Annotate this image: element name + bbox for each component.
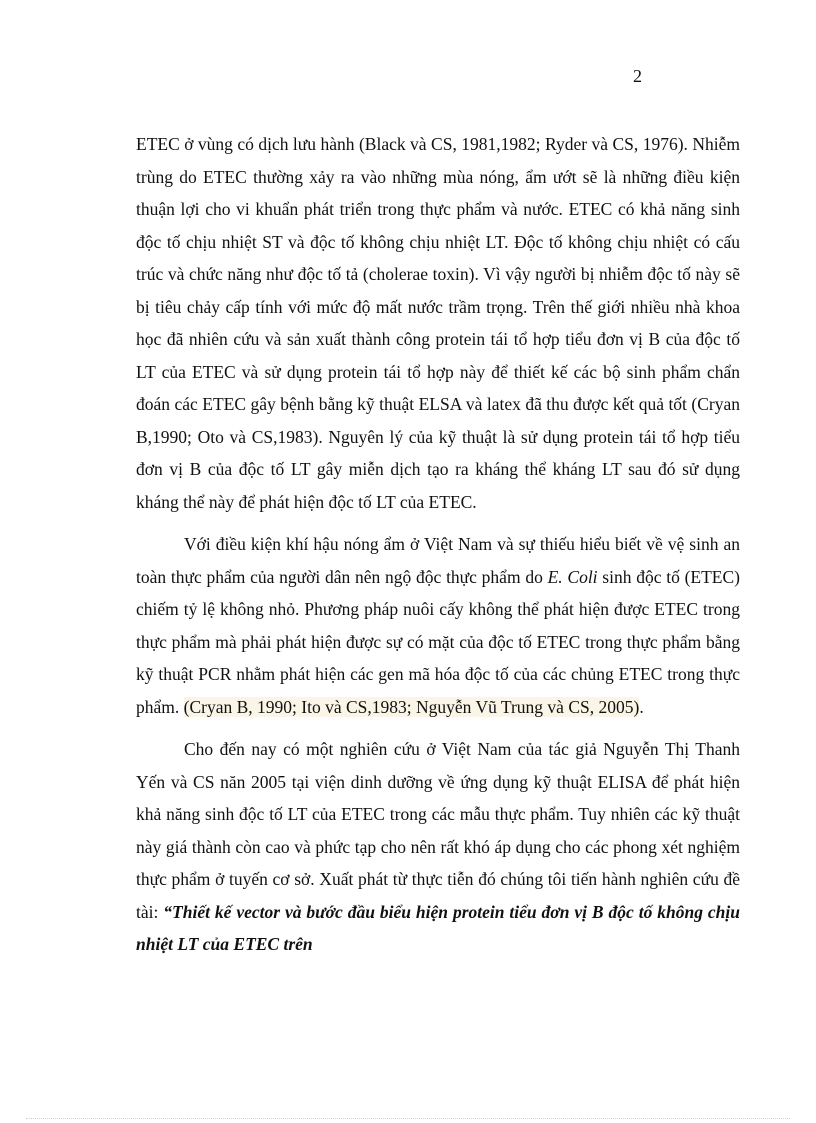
page-number: 2 — [633, 66, 642, 86]
paragraph-2-text-a: Với điều kiện khí hậu nóng ẩm ở Việt Nam và sự thiếu hiểu biết về vệ sinh an toàn thực phẩm của người dân nên ngộ độc thực phẩm do — [136, 534, 740, 587]
paragraph-2-end: . — [639, 696, 644, 717]
body-text — [136, 128, 740, 961]
species-name-italic: E. Coli — [547, 566, 598, 587]
paragraph-2 — [136, 528, 740, 723]
paragraph-3-text: Cho đến nay có một nghiên cứu ở Việt Nam của tác giả Nguyễn Thị Thanh Yến và CS năn 2005 tại viện dinh dưỡng về ứng dụng kỹ thuật ELISA để phát hiện khả năng sinh độc tố LT của ETEC trong các mẫu thực phẩm. Tuy nhiên các kỹ thuật này giá thành còn cao và phức tạp cho nên rất khó áp dụng cho các phong xét nghiệm thực phẩm ở tuyến cơ sở. Xuất phát từ thực tiễn đó chúng tôi tiến hành nghiên cứu đề tài: — [136, 739, 740, 922]
page-bottom-rule — [26, 1118, 790, 1119]
research-title: “Thiết kế vector và bước đầu biểu hiện protein tiểu đơn vị B độc tố không chịu nhiệt LT của ETEC trên — [136, 901, 740, 954]
paragraph-1: ETEC ở vùng có dịch lưu hành (Black và CS, 1981,1982; Ryder và CS, 1976). Nhiễm trùng do ETEC thường xảy ra vào những mùa nóng, ẩm ướt sẽ là những điều kiện thuận lợi cho vi khuẩn phát triển trong thực phẩm và nước. ETEC có khả năng sinh độc tố chịu nhiệt ST và độc tố không chịu nhiệt LT. Độc tố không chịu nhiệt có cấu trúc và chức năng như độc tố tả (cholerae toxin). Vì vậy người bị nhiễm độc tố này sẽ bị tiêu chảy cấp tính với mức độ mất nước trầm trọng. Trên thế giới nhiều nhà khoa học đã nhiên cứu và sản xuất thành công protein tái tổ hợp tiểu đơn vị B của độc tố LT của ETEC và sử dụng protein tái tổ hợp này để thiết kế các bộ sinh phẩm chẩn đoán các ETEC gây bệnh bằng kỹ thuật ELSA và latex đã thu được kết quả tốt (Cryan B,1990; Oto và CS,1983). Nguyên lý của kỹ thuật là sử dụng protein tái tổ hợp tiểu đơn vị B của độc tố LT gây miễn dịch tạo ra kháng thể kháng LT sau đó sử dụng kháng thể này để phát hiện độc tố LT của ETEC. — [136, 134, 740, 512]
citation-highlight: (Cryan B, 1990; Ito và CS,1983; Nguyễn Vũ Trung và CS, 2005) — [183, 696, 640, 717]
paragraph-2-text-b: sinh độc tố (ETEC) chiếm tỷ lệ không nhỏ. Phương pháp nuôi cấy không thể phát hiện được ETEC trong thực phẩm mà phải phát hiện được sự có mặt của độc tố ETEC trong thực phẩm bằng kỹ thuật PCR nhằm phát hiện các gen mã hóa độc tố của các chủng ETEC trong thực phẩm. — [136, 566, 740, 717]
paragraph-3 — [136, 733, 740, 961]
